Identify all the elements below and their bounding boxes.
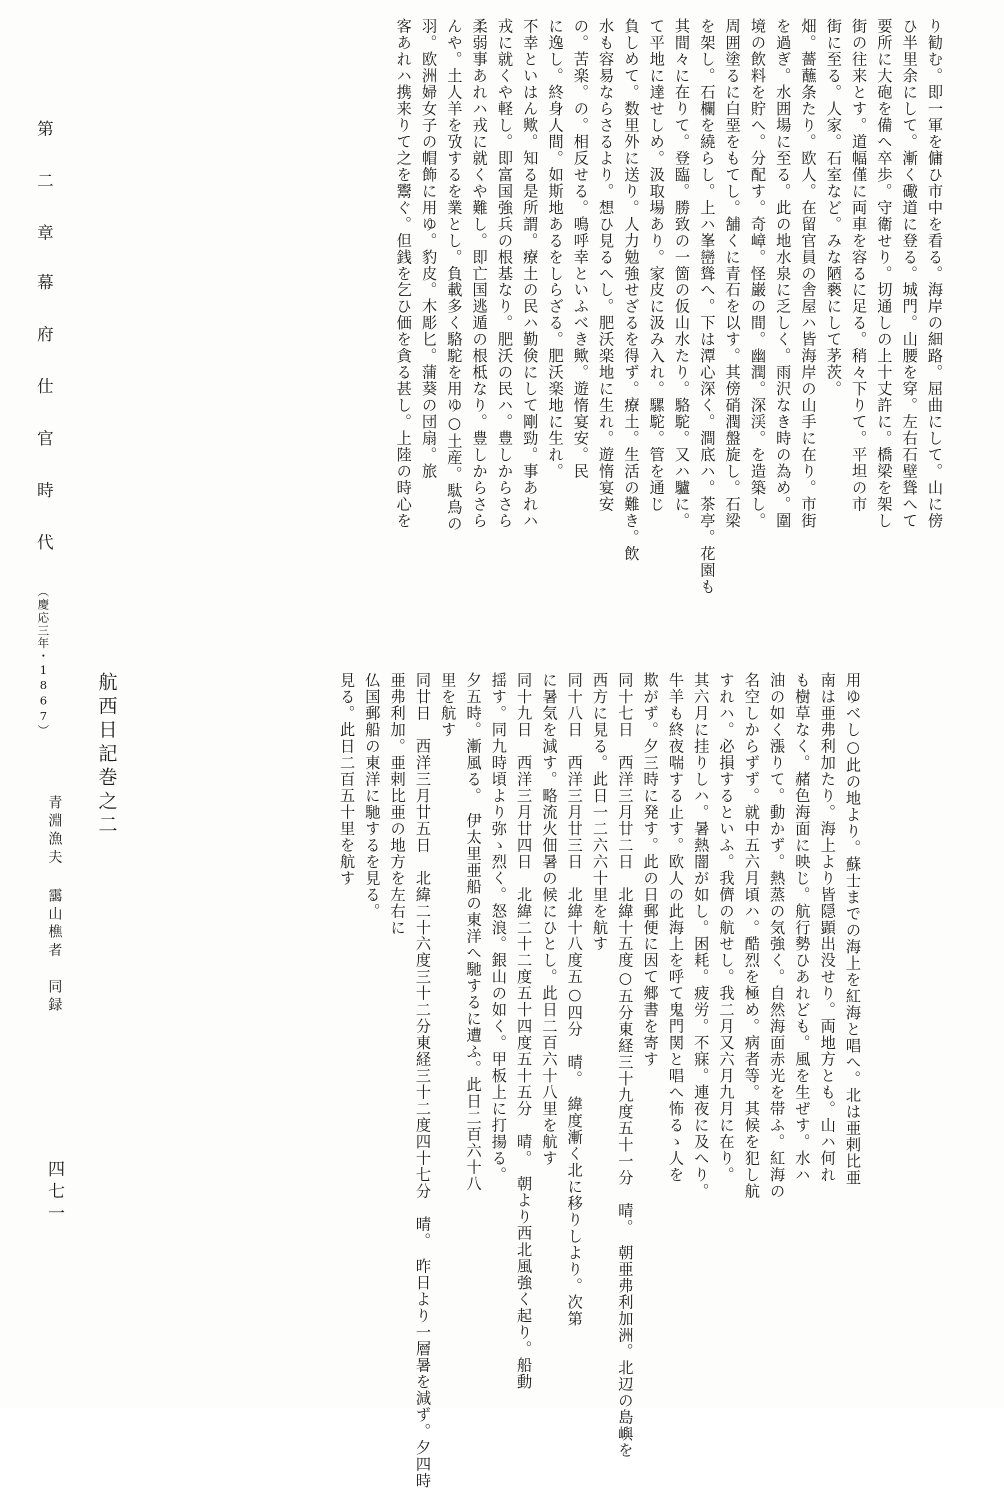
text-line: すれハ。必損するといふ。我儕の航せし。我二月又六月九月に在り。: [717, 672, 736, 1184]
text-line: 柔弱事あれハ戎に就くや難し。即亡国逃遁の根柢なり。豊しからさら: [470, 18, 489, 530]
text-line: 見る。此日二百五十里を航す: [338, 672, 357, 887]
text-line: 境の飲料を貯へ。分配す。奇嶂。怪巌の間。幽潤。深渓。を造築し。: [748, 18, 767, 530]
text-line: り勧む。即一軍を傭ひ市中を看る。海岸の細路。屈曲にして。山に傍: [926, 18, 944, 530]
text-line: を架し。石欄を繞らし。上ハ峯巒聳へ。下は潭心深く。澗底ハ。茶亭。花園も: [698, 18, 717, 596]
text-line: 牛羊も終夜喘する止す。欧人の此海上を呼て鬼門関と唱へ怖るゝ人を: [666, 672, 685, 1184]
page-number: 四七一: [44, 1159, 64, 1226]
text-line: も樹草なく。赭色海面に映じ。航行勢ひあれども。風を生ぜす。水ハ: [793, 672, 812, 1184]
text-line: て平地に達せしめ。汲取場あり。家皮に汲み入れ。騾駝。管を通じ: [647, 18, 666, 513]
top-text-lines: [385, 18, 942, 638]
text-line: に暑気を減す。略流火佃暑の候にひとし。此日二百六十八里を航す: [540, 672, 559, 1167]
text-line: 戎に就くや軽し。即富国強兵の根基なり。肥沃の民ハ。豊しからさら: [495, 18, 514, 530]
text-line: 水も容易ならさるより。想ひ見るへし。肥沃楽地に生れ。遊惰宴安: [597, 18, 616, 513]
text-line: 其六月に挂りしハ。暑熱闇が如し。困耗。疲労。不寐。連夜に及へり。: [692, 672, 711, 1200]
text-line: 名空しからずず。就中五六月頃ハ。酷烈を極め。病者等。其候を犯し航: [742, 672, 761, 1200]
book-title: 航西日記巻之二: [95, 672, 118, 839]
text-line: 同廿日 西洋三月廿五日 北緯二十六度三十二分東経三十二度四十七分 晴。 昨日より一層暑を減ず。夕四時: [413, 672, 432, 1489]
byline-author: 青淵漁夫: [46, 795, 63, 868]
text-line: 其間々に在りて。登臨。勝致の一箇の仮山水たり。駱駝。又ハ驢に。: [673, 18, 692, 530]
byline-recorder: 靄山樵者 同録: [46, 888, 63, 1016]
text-line: 用ゆべし○此の地より。蘇士までの海上を紅海と唱へ。北は亜剌比亜: [844, 672, 862, 1187]
text-line: 街に至る。人家。石室など。みな陋褻にして茅茨。: [824, 18, 843, 398]
bottom-text-block: [148, 672, 862, 1489]
text-line: んや。土人羊を攷するを業とし。負載多く駱駝を用ゆ○土産。駄鳥の: [445, 18, 464, 533]
chapter-heading: [30, 120, 56, 737]
text-line: 里を航す: [439, 672, 458, 738]
text-line: 揺す。同九時頃より弥ゝ烈く。怒浪。銀山の如く。甲板上に打揚る。: [489, 672, 508, 1184]
text-line: 羽。欧洲婦女子の帽飾に用ゆ。豹皮。木彫匕。蒲葵の団扇。旅: [420, 18, 439, 480]
text-line: の。苦楽。の。相反せる。鳴呼幸といふべき歟。遊惰宴安。民: [571, 18, 590, 480]
text-line: 欺がず。夕三時に発す。此の日郵便に因て郷書を寄す: [641, 672, 660, 1068]
text-line: 夕五時。漸風る。 伊太里亜船の東洋へ馳するに遭ふ。此日二百六十八: [464, 672, 483, 1193]
text-line: ひ半里余にして。漸く礮道に登る。城門。山腰を穿。左右石壁聳へて: [900, 18, 919, 530]
text-line: 要所に大砲を備へ卒歩。守衛せり。切通しの上十丈許に。橋梁を架し: [875, 18, 894, 530]
text-line: 油の如く漲りて。動かず。熱蒸の気強く。自然海面赤光を帯ふ。紅海の: [768, 672, 787, 1200]
text-line: 同十七日 西洋三月廿二日 北緯十五度○五分東経三十九度五十一分 晴。 朝亜弗利加洲。北辺の島嶼を: [616, 672, 635, 1459]
bottom-text-lines: [329, 672, 862, 1489]
text-line: 不幸といはん歟。知る是所謂。療土の民ハ勤倹にして剛勁。事あれハ: [521, 18, 540, 530]
text-line: 同十九日 西洋三月廿四日 北緯二十二度五十四度五十五分 晴。 朝より西北風強く起り。船動: [515, 672, 534, 1391]
text-line: に逸し。終身人間。如斯地あるをしらざる。肥沃楽地に生れ。: [546, 18, 565, 480]
text-line: 街の往来とす。道幅僅に両車を容るに足る。稍々下りて。平坦の市: [850, 18, 869, 513]
text-line: 南は亜弗利加たり。海上より皆隠顕出没せり。両地方とも。山ハ何れ: [818, 672, 837, 1184]
text-line: 西方に見る。此日一二六六十里を航す: [591, 672, 610, 953]
chapter-heading-text: 第 二 章 幕 府 仕 官 時 代: [34, 120, 54, 559]
text-line: 亜弗利加。亜剌比亜の地方を左右に: [388, 672, 407, 936]
text-line: 客あれハ携来りて之を鬻ぐ。但銭を乞ひ価を貪る甚し。上陸の時心を: [394, 18, 413, 530]
text-line: を過ぎ。水囲場に至る。此の地水泉に乏しく。雨沢なき時の為め。圍: [774, 18, 793, 530]
text-line: 仏国郵船の東洋に馳するを見る。: [363, 672, 382, 920]
text-line: 周囲塗るに白堊をもてし。舗くに青石を以す。其傍硝潤盤旋し。石梁: [723, 18, 742, 530]
text-line: 同十八日 西洋三月廿三日 北緯十八度五○四分 晴。 緯度漸く北に移りしより。次第: [565, 672, 584, 1327]
top-text-block: [62, 18, 942, 638]
byline: [36, 795, 72, 1015]
text-line: 負しめて。数里外に送り。人力勉強せざるを得ず。療土。生活の難き。飲: [622, 18, 641, 563]
text-line: 畑。薔蘸条たり。欧人。在留官員の舎屋ハ皆海岸の山手に在り。市街: [799, 18, 818, 530]
chapter-era: （慶応三年・1867）: [36, 585, 51, 738]
